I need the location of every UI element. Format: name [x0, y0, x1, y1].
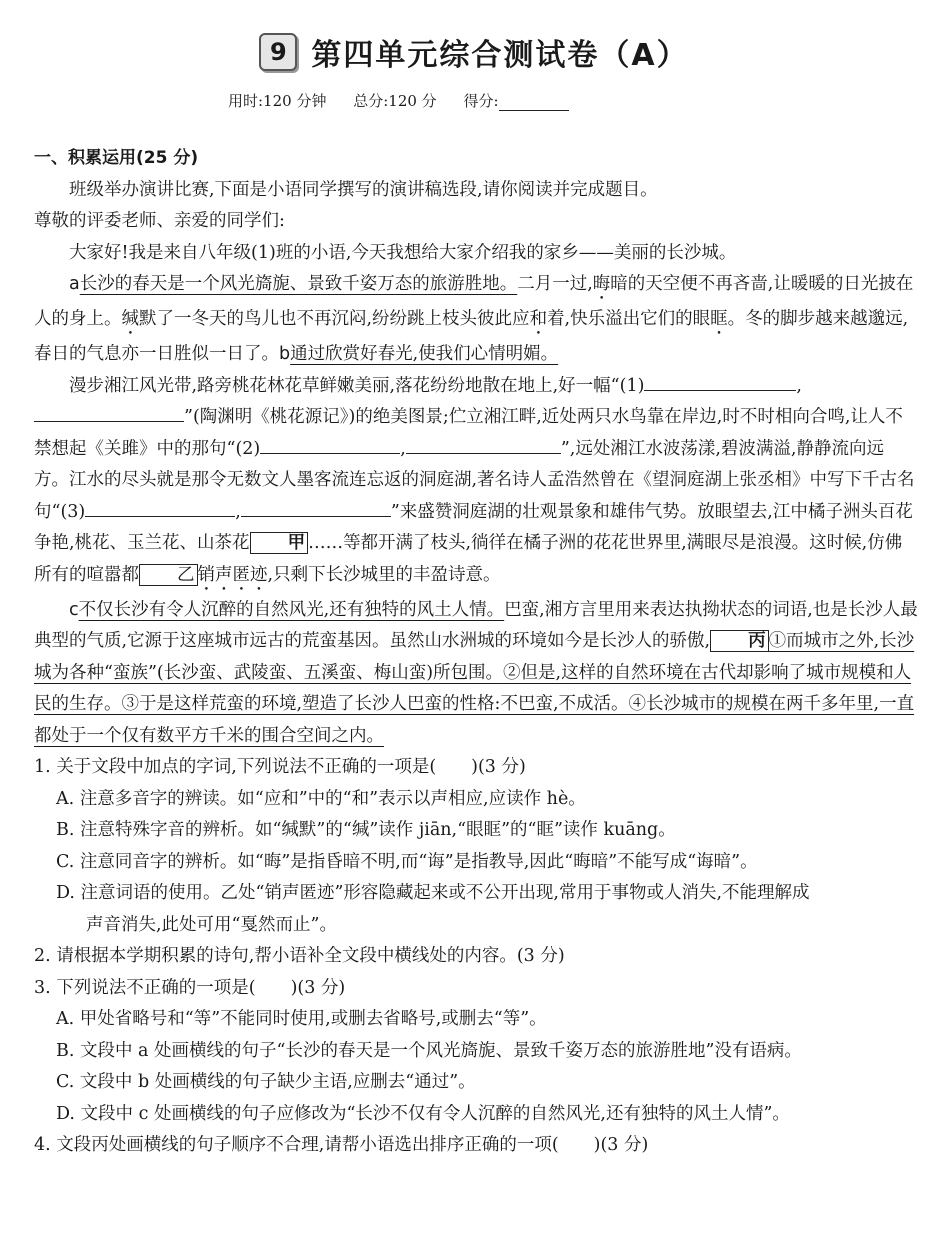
marker-a: a [69, 274, 80, 294]
underlined-sentence-3: ③于是这样荒蛮的环境,塑造了长沙人巴蛮的性格:不巴蛮,不成活。 [121, 694, 629, 714]
q1-option-d-continued: 声音消失,此处可用“戛然而止”。 [86, 914, 337, 935]
total-score: 总分:120 分 [353, 92, 437, 110]
underlined-sentence-b: 通过欣赏好春光,使我们心情明媚。 [290, 344, 559, 364]
marker-box-jia: 甲 [250, 532, 309, 554]
q3-option-a[interactable]: A. 甲处省略号和“等”不能同时使用,或删去省略号,或删去“等”。 [56, 1009, 547, 1029]
fill-blank-3a[interactable] [85, 498, 235, 517]
marker-b: b [279, 344, 291, 364]
score-label: 得分: [463, 92, 590, 110]
q1-option-b[interactable]: B. 注意特殊字音的辨析。如“缄默”的“缄”读作 jiān,“眼眶”的“眶”读作 kuāng。 [56, 820, 676, 840]
underlined-sentence-a: 长沙的春天是一个风光旖旎、景致千姿万态的旅游胜地。 [79, 274, 518, 294]
q3-option-c[interactable]: C. 文段中 b 处画横线的句子缺少主语,应删去“通过”。 [56, 1072, 476, 1092]
speech-greeting: 尊敬的评委老师、亲爱的同学们: [34, 211, 285, 231]
question-1: 1. 关于文段中加点的字词,下列说法不正确的一项是( )(3 分) [34, 757, 526, 777]
exam-meta [228, 90, 613, 111]
fill-blank-2a[interactable] [260, 435, 400, 454]
score-blank[interactable] [499, 96, 569, 111]
marker-box-yi: 乙 [139, 564, 198, 586]
speech-paragraph-2: a长沙的春天是一个风光旖旎、景致千姿万态的旅游胜地。二月一过,晦暗的天空便不再吝啬,让暖暖的日光披在人的身上。缄默了一冬天的鸟儿也不再沉闷,纷纷跳上枝头彼此应和着,快乐溢出它们的眼眶。冬的脚步越来越邈远,春日的气息亦一日胜似一日了。b通过欣赏好春光,使我们心情明媚。 [34, 274, 914, 364]
underlined-sentence-1: ①而城市之外,长沙城为各种“蛮族”(长沙蛮、武陵蛮、五溪蛮、梅山蛮)所包围。 [34, 631, 915, 683]
dotted-char: 晦 [592, 274, 611, 294]
q3-option-d[interactable]: D. 文段中 c 处画横线的句子应修改为“长沙不仅有令人沉醉的自然风光,还有独特的风土人情”。 [56, 1103, 790, 1124]
fill-blank-1a[interactable] [644, 372, 796, 391]
marker-c: c [69, 599, 79, 620]
exam-content [34, 143, 918, 1162]
q1-option-c[interactable]: C. 注意同音字的辨析。如“晦”是指昏暗不明,而“诲”是指教导,因此“晦暗”不能写成“诲暗”。 [56, 851, 758, 872]
fill-blank-1b[interactable] [34, 403, 184, 422]
time-limit: 用时:120 分钟 [228, 92, 327, 110]
q1-option-d[interactable]: D. 注意词语的使用。乙处“销声匿迹”形容隐藏起来或不公开出现,常用于事物或人消失,不能理解成 [56, 883, 810, 903]
underlined-sentence-2: ②但是,这样的自然环境在古代却影响了城市规模和人民的生存。 [34, 662, 912, 714]
fill-blank-2b[interactable] [406, 435, 561, 454]
speech-paragraph-1: 大家好!我是来自八年级(1)班的小语,今天我想给大家介绍我的家乡——美丽的长沙城。 [69, 242, 737, 263]
speech-paragraph-3: 漫步湘江风光带,路旁桃花林花草鲜嫩美丽,落花纷纷地散在地上,好一幅“(1) ,”(陶渊明《桃花源记》)的绝美图景;伫立湘江畔,近处两只水鸟靠在岸边,时不时相向合鸣,让人不禁想起《关雎》中的那句“(2) , ”,远处湘江水波荡漾,碧波满溢,静静流向远方。江水的尽头就是那令无数文人墨客流连忘返的洞庭湖,著名诗人孟浩然曾在《望洞庭湖上张丞相》中写下千古名句“(3) , ”来盛赞洞庭湖的壮观景象和雄伟气势。放眼望去,江中橘子洲头百花争艳,桃花、玉兰花、山茶花 甲 ……等都开满了枝头,徜徉在橘子洲的花花世界里,满眼尽是浪漫。这时候,仿佛所有的喧嚣都 乙 销声匿迹,只剩下长沙城里的丰盈诗意。 [34, 371, 918, 595]
q3-option-b[interactable]: B. 文段中 a 处画横线的句子“长沙的春天是一个风光旖旎、景致千姿万态的旅游胜地”没有语病。 [56, 1040, 802, 1061]
fill-blank-3b[interactable] [241, 498, 391, 517]
q1-option-a[interactable]: A. 注意多音字的辨读。如“应和”中的“和”表示以声相应,应读作 hè。 [56, 788, 586, 809]
page-title: 第四单元综合测试卷（A） [311, 38, 689, 73]
unit-number-badge: 9 [259, 33, 297, 71]
dotted-char: 和 [529, 309, 548, 329]
section-heading: 一、积累运用(25 分) [34, 148, 199, 168]
speech-paragraph-4: c不仅长沙有令人沉醉的自然风光,还有独特的风土人情。巴蛮,湘方言里用来表达执拗状态的词语,也是长沙人最典型的气质,它源于这座城市远古的荒蛮基因。虽然山水洲城的环境如今是长沙人的骄傲, 丙 ①而城市之外,长沙城为各种“蛮族”(长沙蛮、武陵蛮、五溪蛮、梅山蛮)所包围。②但是,这样的自然环境在古代却影响了城市规模和人民的生存。③于是这样荒蛮的环境,塑造了长沙人巴蛮的性格:不巴蛮,不成活。④长沙城市的规模在两千多年里,一直都处于一个仅有数平方千米的围合空间之内。 [34, 599, 918, 746]
question-3: 3. 下列说法不正确的一项是( )(3 分) [34, 977, 346, 998]
dotted-char: 缄 [121, 309, 139, 329]
dotted-word: 销声匿迹 [197, 564, 268, 585]
section-intro: 班级举办演讲比赛,下面是小语同学撰写的演讲稿选段,请你阅读并完成题目。 [69, 179, 658, 200]
question-2: 2. 请根据本学期积累的诗句,帮小语补全文段中横线处的内容。(3 分) [34, 946, 565, 966]
marker-box-bing: 丙 [710, 630, 769, 652]
exam-header [0, 30, 948, 74]
underlined-sentence-4: ④长沙城市的规模在两千多年里,一直都处于一个仅有数平方千米的围合空间之内。 [34, 694, 915, 746]
underlined-sentence-c: 不仅长沙有令人沉醉的自然风光,还有独特的风土人情。 [78, 599, 505, 620]
dotted-char: 眶 [710, 309, 728, 329]
question-4: 4. 文段丙处画横线的句子顺序不合理,请帮小语选出排序正确的一项( )(3 分) [34, 1135, 649, 1155]
